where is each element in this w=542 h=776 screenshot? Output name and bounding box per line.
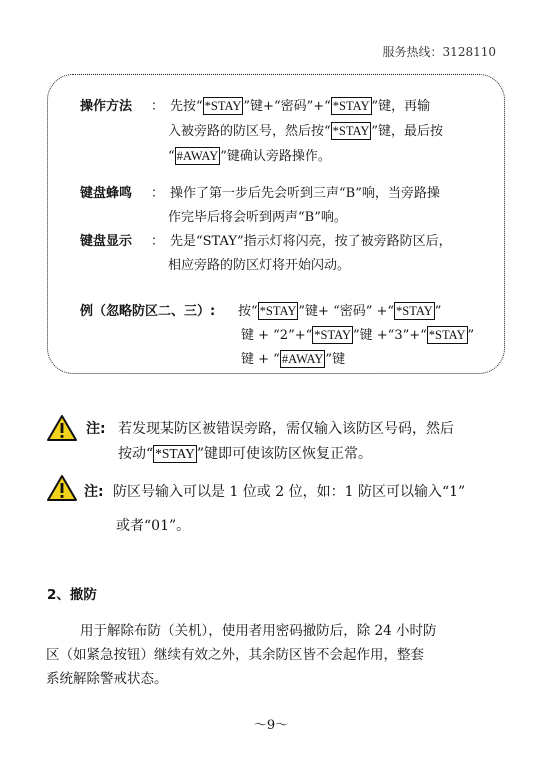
- text: ”键确认旁路操作。: [220, 149, 331, 164]
- text: ”键 +“3”+“: [353, 328, 427, 343]
- stay-key: *STAY: [314, 328, 352, 342]
- away-key: #AWAY: [176, 149, 219, 163]
- page-number: ～9～: [253, 718, 289, 733]
- text: “: [168, 149, 175, 164]
- stay-key: *STAY: [332, 99, 370, 113]
- op-colon: ：: [151, 99, 165, 114]
- stay-key: *STAY: [155, 446, 195, 461]
- service-hotline: 服务热线：3128110: [382, 45, 496, 59]
- example-line-2: [241, 324, 474, 344]
- display-label: 键盘显示: [80, 234, 133, 249]
- warning-triangle-icon: [46, 474, 78, 502]
- text: ”键，最后按: [371, 124, 444, 139]
- note2-line-2: 或者“01”。: [116, 518, 191, 534]
- beep-label: 键盘蜂鸣: [80, 186, 133, 201]
- text: 键 + “: [241, 352, 280, 367]
- text: ”键，再输: [371, 99, 431, 114]
- text: ”键+ “密码” +“: [298, 304, 395, 319]
- text: ”键即可使该防区恢复正常。: [196, 446, 373, 462]
- display-colon: ：: [151, 234, 165, 249]
- beep-line-2: 作完毕后将会听到两声“B”响。: [168, 210, 347, 225]
- op-line-1: [170, 95, 430, 115]
- stay-key: *STAY: [259, 304, 297, 318]
- stay-key: *STAY: [396, 304, 433, 318]
- display-line-2: 相应旁路的防区灯将开始闪动。: [168, 258, 351, 273]
- text: 先按“: [170, 99, 203, 114]
- text: ”: [467, 328, 475, 343]
- display-line-1: 先是“STAY”指示灯将闪亮，按了被旁路防区后，: [170, 234, 452, 249]
- away-key: #AWAY: [281, 352, 324, 366]
- text: 入被旁路的防区号，然后按“: [168, 124, 331, 139]
- text: ”: [434, 304, 442, 319]
- op-label: 操作方法: [80, 99, 133, 114]
- note1-line-2: [118, 443, 372, 463]
- note2-label: 注:: [84, 484, 104, 500]
- stay-key: *STAY: [332, 124, 370, 138]
- section-paragraph-line-3: 系统解除警戒状态。: [46, 671, 168, 687]
- stay-key: *STAY: [204, 99, 242, 113]
- note1-line-1: 若发现某防区被错误旁路，需仅输入该防区号码，然后: [118, 421, 454, 437]
- section-paragraph-line-2: 区（如紧急按钮）继续有效之外，其余防区皆不会起作用，整套: [46, 647, 424, 663]
- example-line-3: [241, 348, 345, 368]
- op-line-3: [168, 145, 331, 165]
- beep-line-1: 操作了第一步后先会听到三声“B”响，当旁路操: [170, 186, 440, 201]
- beep-colon: ：: [151, 186, 165, 201]
- text: 按“: [238, 304, 258, 319]
- example-label: 例（忽略防区二、三）:: [80, 304, 216, 319]
- text: ”键: [325, 352, 346, 367]
- op-line-2: [168, 120, 443, 140]
- note2-line-1: 防区号输入可以是 1 位或 2 位，如：1 防区可以输入“1”: [113, 484, 466, 500]
- text: ”键+“密码”+“: [243, 99, 331, 114]
- section-title: 2、撤防: [47, 587, 97, 603]
- text: 键 + “2”+“: [241, 328, 313, 343]
- section-paragraph-line-1: 用于解除布防（关机），使用者用密码撤防后，除 24 小时防: [80, 623, 437, 639]
- example-line-1: [238, 300, 441, 320]
- stay-key: *STAY: [428, 328, 466, 342]
- warning-triangle-icon: [46, 414, 78, 442]
- text: 按动“: [118, 446, 154, 462]
- note1-label: 注:: [86, 421, 106, 437]
